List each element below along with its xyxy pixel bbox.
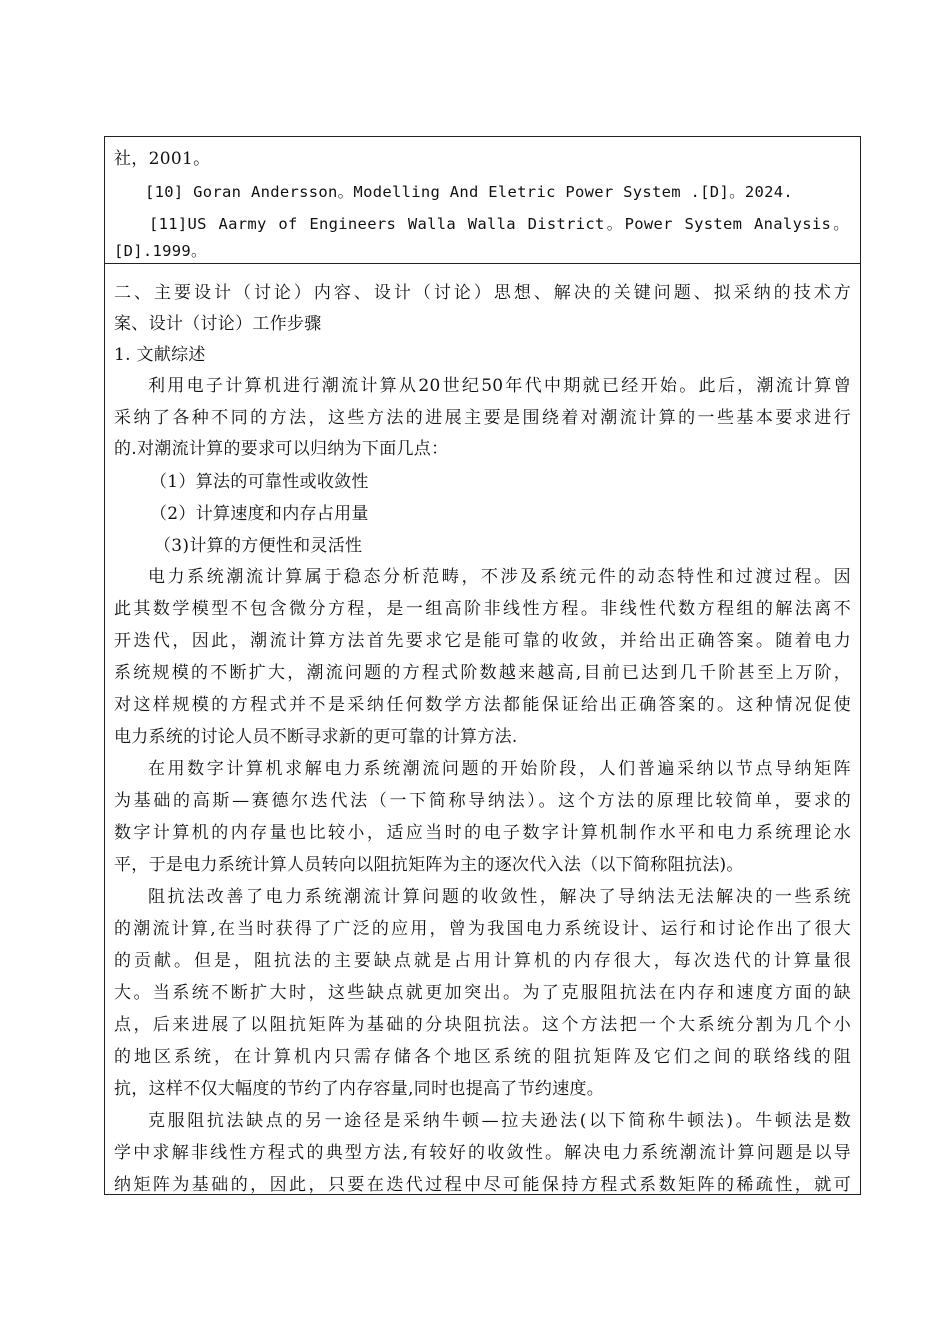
paragraph-line: 利用电子计算机进行潮流计算从20世纪50年代中期就已经开始。此后，潮流计算曾 [148, 376, 851, 396]
list-item: （2）计算速度和内存占用量 [150, 504, 369, 524]
paragraph-line: 学中求解非线性方程式的典型方法,有较好的收敛性。解决电力系统潮流计算问题是以导 [114, 1143, 851, 1163]
paragraph-line: 大。当系统不断扩大时，这些缺点就更加突出。为了克服阻抗法在内存和速度方面的缺 [114, 983, 851, 1003]
paragraph-line: 抗，这样不仅大幅度的节约了内存容量,同时也提高了节约速度。 [114, 1079, 605, 1099]
paragraph-line: 数字计算机的内存量也比较小，适应当时的电子数字计算机制作水平和电力系统理论水 [114, 823, 851, 843]
paragraph-line: 电力系统潮流计算属于稳态分析范畴，不涉及系统元件的动态特性和过渡过程。因 [148, 567, 851, 587]
paragraph-line: 的潮流计算,在当时获得了广泛的应用，曾为我国电力系统设计、运行和讨论作出了很大 [114, 919, 851, 939]
paragraph-line: 对这样规模的方程式并不是采纳任何数学方法都能保证给出正确答案的。这种情况促使 [114, 695, 851, 715]
list-item: （1）算法的可靠性或收敛性 [150, 472, 369, 492]
paragraph-line: 平，于是电力系统计算人员转向以阻抗矩阵为主的逐次代入法（以下简称阻抗法)。 [114, 855, 744, 875]
paragraph-line: 在用数字计算机求解电力系统潮流问题的开始阶段，人们普遍采纳以节点导纳矩阵 [148, 759, 851, 779]
paragraph-line: 纳矩阵为基础的，因此，只要在迭代过程中尽可能保持方程式系数矩阵的稀疏性，就可 [114, 1175, 851, 1195]
paragraph-line: 开迭代，因此，潮流计算方法首先要求它是能可靠的收敛，并给出正确答案。随着电力 [114, 631, 851, 651]
paragraph-line: 采纳了各种不同的方法，这些方法的进展主要是围绕着对潮流计算的一些基本要求进行 [114, 408, 851, 428]
paragraph-line: 点，后来进展了以阻抗矩阵为基础的分块阻抗法。这个方法把一个大系统分割为几个小 [114, 1015, 851, 1035]
paragraph-line: 为基础的高斯—赛德尔迭代法（一下简称导纳法）。这个方法的原理比较简单，要求的 [114, 791, 851, 811]
reference-continuation: 社，2001。 [114, 149, 211, 169]
reference-11: [11]US Aarmy of Engineers Walla Walla District。Power System Analysis。 [149, 215, 849, 233]
form-table [104, 136, 861, 1195]
section-heading: 二、主要设计（讨论）内容、设计（讨论）思想、解决的关键问题、拟采纳的技术方 [114, 283, 851, 303]
paragraph-line: 电力系统的讨论人员不断寻求新的更可靠的计算方法. [114, 727, 518, 747]
reference-11-cont: [D].1999。 [114, 242, 207, 260]
subheading: 1. 文献综述 [114, 345, 206, 365]
paragraph-line: 的地区系统，在计算机内只需存储各个地区系统的阻抗矩阵及它们之间的联络线的阻 [114, 1047, 851, 1067]
references-cell [105, 137, 860, 264]
list-item: （3)计算的方便性和灵活性 [154, 536, 363, 556]
paragraph-line: 阻抗法改善了电力系统潮流计算问题的收敛性，解决了导纳法无法解决的一些系统 [148, 887, 851, 907]
paragraph-line: 此其数学模型不包含微分方程，是一组高阶非线性方程。非线性代数方程组的解法离不 [114, 599, 851, 619]
paragraph-line: 系统规模的不断扩大，潮流问题的方程式阶数越来越高,目前已达到几千阶甚至上万阶， [114, 663, 851, 683]
reference-10: [10] Goran Andersson。Modelling And Eletric Power System .[D]。2024. [145, 183, 794, 201]
section-heading-cont: 案、设计（讨论）工作步骤 [114, 314, 322, 334]
paragraph-line: 的.对潮流计算的要求可以归纳为下面几点： [114, 439, 449, 459]
paragraph-line: 的贡献。但是，阻抗法的主要缺点就是占用计算机的内存很大，每次迭代的计算量很 [114, 951, 851, 971]
paragraph-line: 克服阻抗法缺点的另一途径是采纳牛顿—拉夫逊法(以下简称牛顿法)。牛顿法是数 [148, 1111, 851, 1131]
